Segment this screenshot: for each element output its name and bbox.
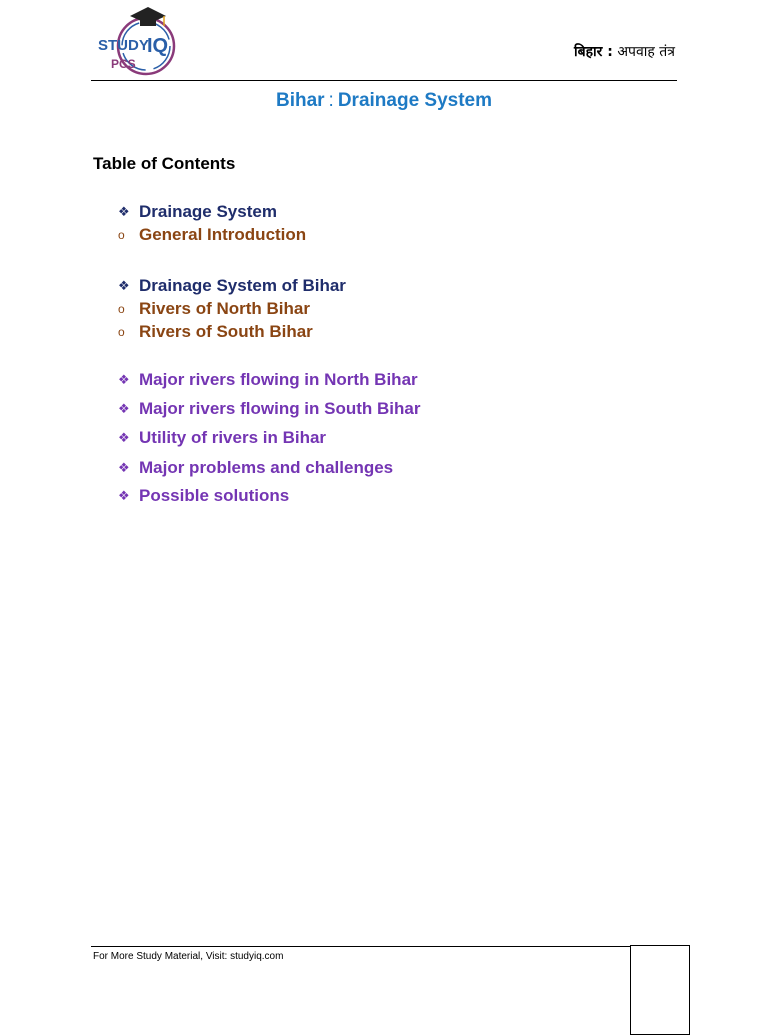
toc-item[interactable] <box>118 399 420 419</box>
header-topic <box>574 42 675 61</box>
toc-item[interactable] <box>118 458 393 478</box>
footer-text: For More Study Material, Visit: studyiq.com <box>93 951 284 962</box>
diamond-bullet-icon: ❖ <box>118 430 130 445</box>
header-divider <box>91 80 677 81</box>
circle-bullet-icon: o <box>118 325 125 339</box>
toc-item-label: Possible solutions <box>139 486 290 505</box>
diamond-bullet-icon: ❖ <box>118 372 130 387</box>
toc-item-label: Drainage System of Bihar <box>139 276 346 295</box>
toc-item-label: Major problems and challenges <box>139 458 394 477</box>
toc-subitem[interactable] <box>118 225 306 245</box>
header-topic-state: बिहार : <box>574 44 613 60</box>
toc-item[interactable] <box>118 428 326 448</box>
circle-bullet-icon: o <box>118 228 125 242</box>
toc-item-label: Drainage System <box>139 202 277 221</box>
logo-text-pcs: PCS <box>111 57 136 71</box>
diamond-bullet-icon: ❖ <box>118 401 130 416</box>
footer-divider <box>91 946 631 947</box>
studyiq-pcs-logo <box>96 4 182 78</box>
toc-item[interactable] <box>118 370 418 390</box>
circle-bullet-icon: o <box>118 302 125 316</box>
document-title <box>0 90 768 112</box>
toc-item[interactable] <box>118 486 289 506</box>
title-separator: : <box>328 90 334 111</box>
toc-item-label: Major rivers flowing in South Bihar <box>139 399 421 418</box>
diamond-bullet-icon: ❖ <box>118 460 130 475</box>
toc-item-label: Utility of rivers in Bihar <box>139 428 327 447</box>
diamond-bullet-icon: ❖ <box>118 488 130 503</box>
logo-text-study: STUDY <box>98 37 149 54</box>
toc-subitem[interactable] <box>118 322 313 342</box>
title-part2: Drainage System <box>337 90 493 111</box>
diamond-bullet-icon: ❖ <box>118 204 130 219</box>
toc-item-label: Major rivers flowing in North Bihar <box>139 370 418 389</box>
toc-item-label: Rivers of North Bihar <box>139 299 310 318</box>
toc-item[interactable] <box>118 202 277 222</box>
diamond-bullet-icon: ❖ <box>118 278 130 293</box>
toc-heading: Table of Contents <box>93 154 236 173</box>
page-number-box <box>630 945 690 1035</box>
toc-item-label: Rivers of South Bihar <box>139 322 313 341</box>
toc-item-label: General Introduction <box>139 225 307 244</box>
toc-item[interactable] <box>118 276 346 296</box>
title-part1: Bihar <box>275 90 325 111</box>
logo-text-iq: IQ <box>147 35 169 57</box>
header-topic-subject: अपवाह तंत्र <box>617 44 675 60</box>
toc-subitem[interactable] <box>118 299 310 319</box>
